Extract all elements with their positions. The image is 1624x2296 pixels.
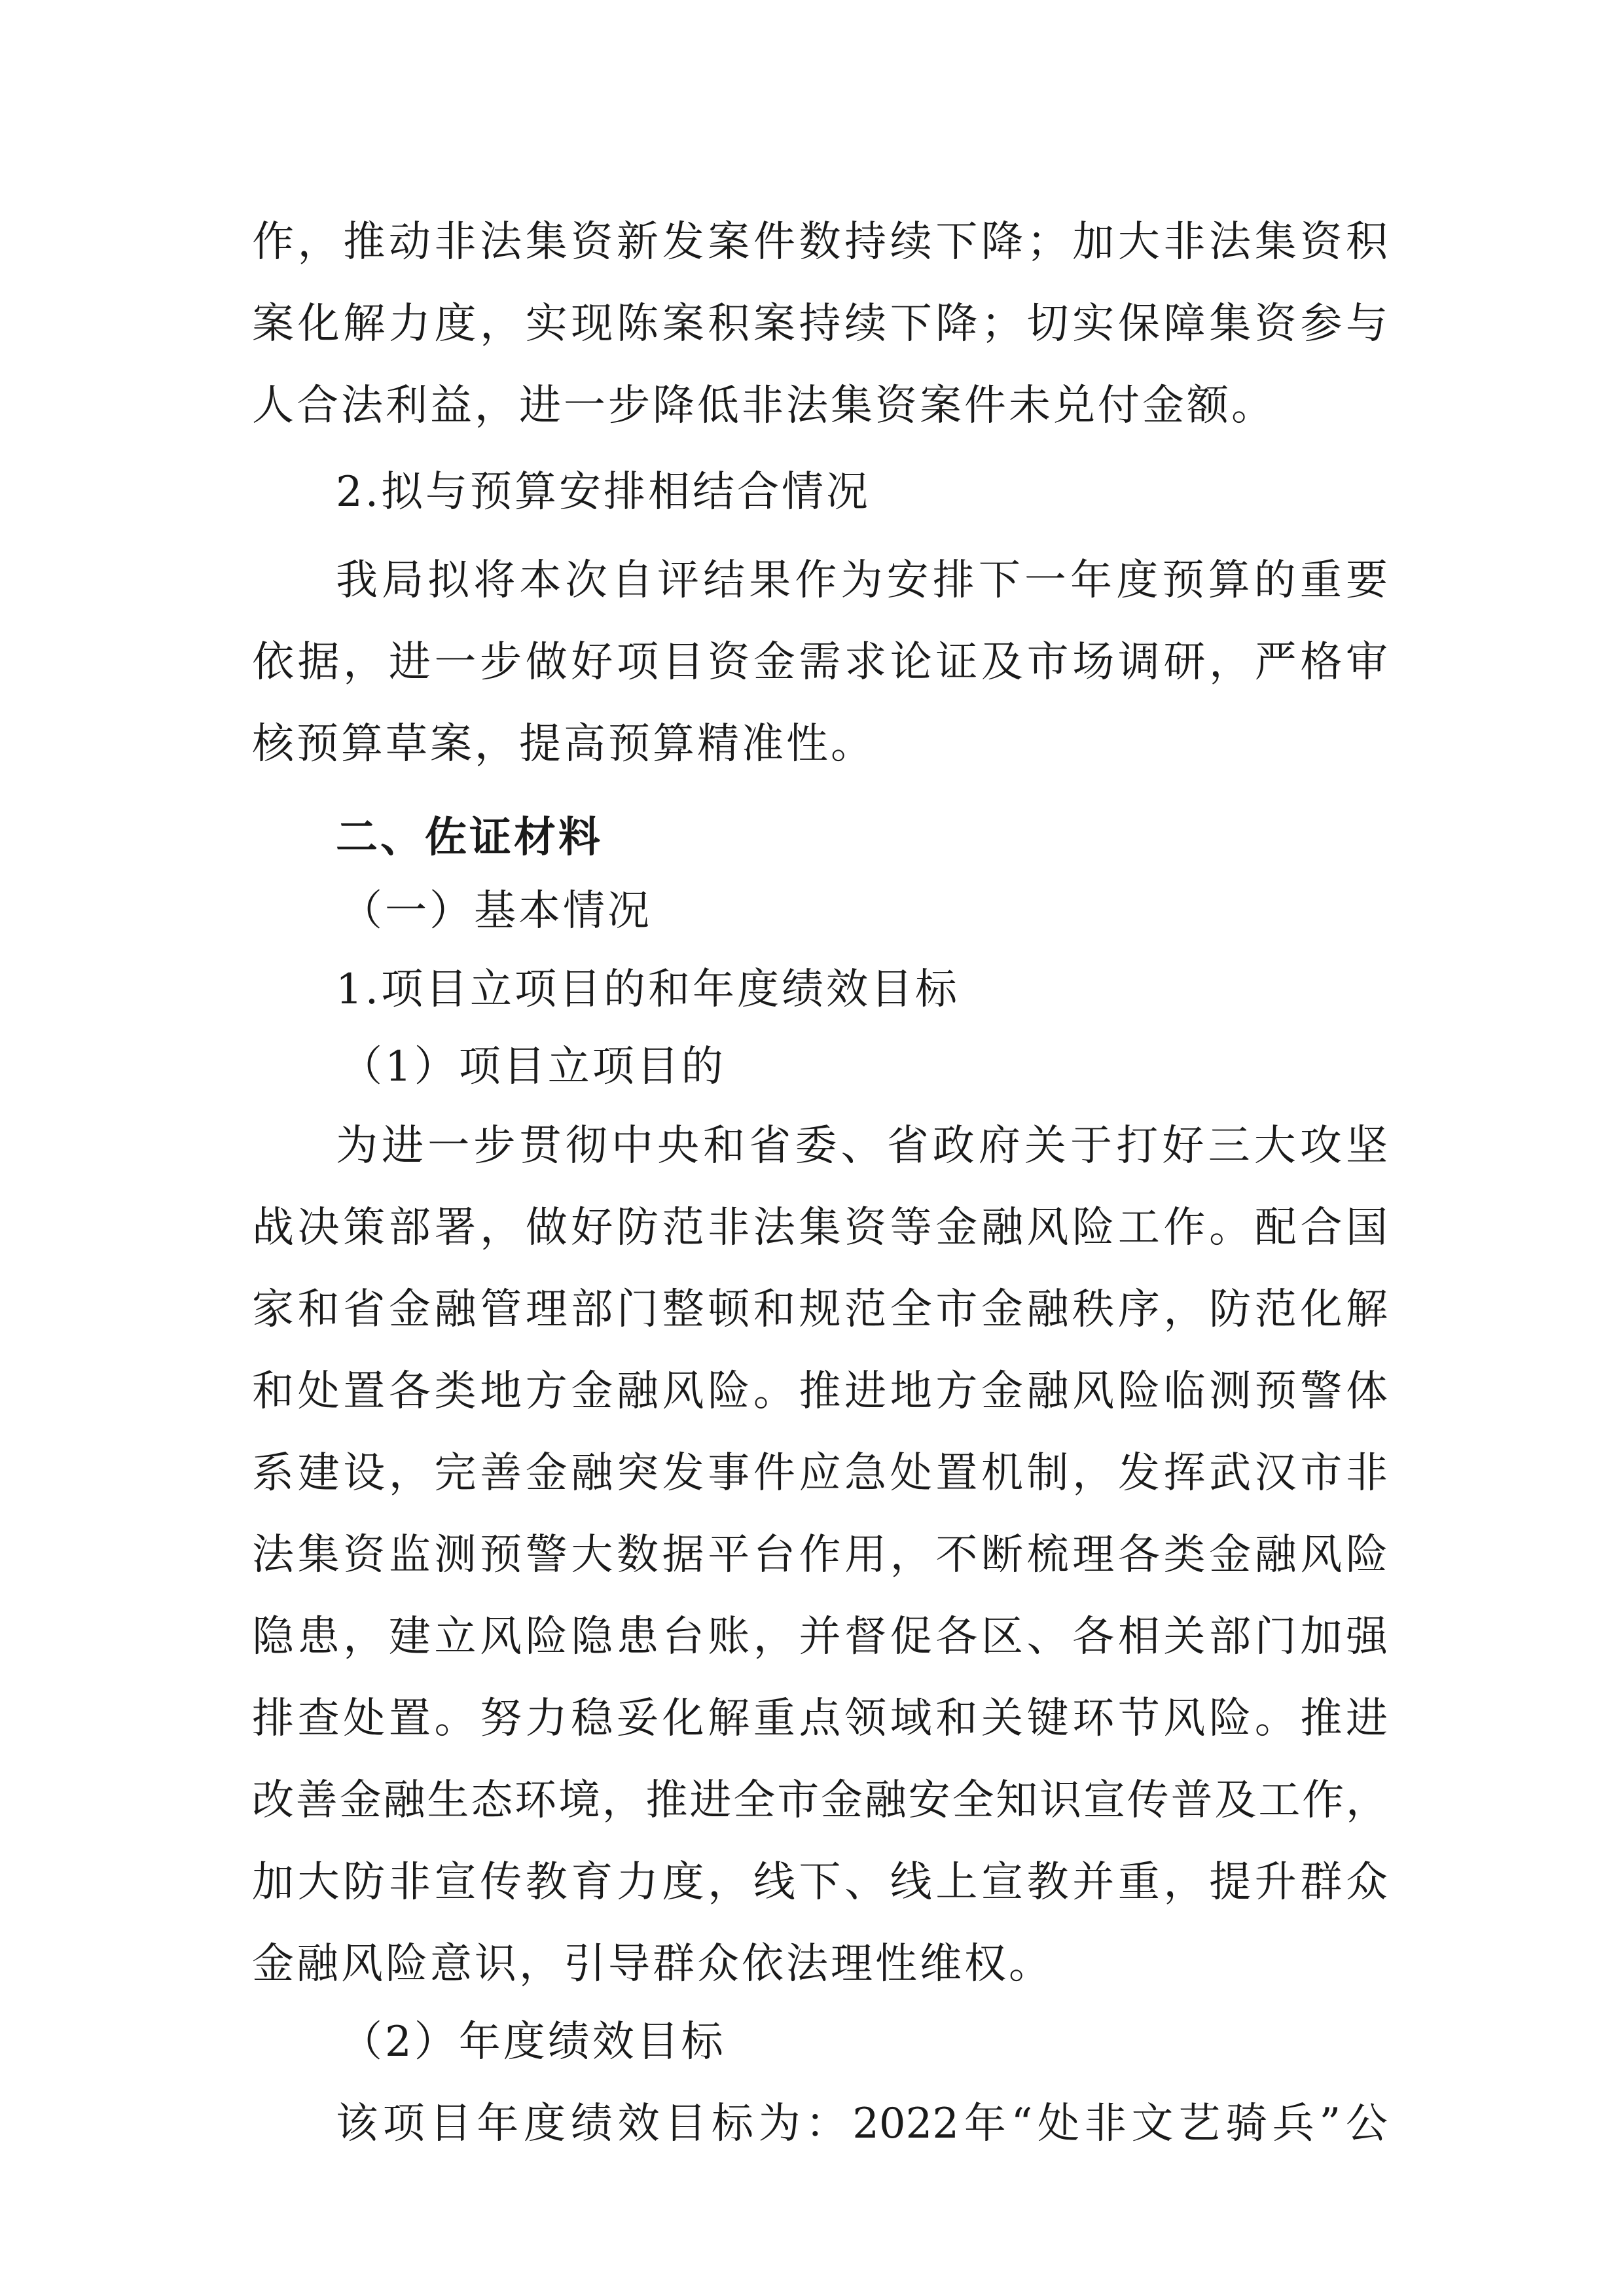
paragraph-line: 金融风险意识，引导群众依法理性维权。 [252, 1940, 1053, 1988]
paragraph-line: 人合法利益，进一步降低非法集资案件未兑付金额。 [252, 382, 1276, 430]
paragraph-line: 依据，进一步做好项目资金需求论证及市场调研，严格审 [252, 638, 1388, 687]
paragraph-line: 法集资监测预警大数据平台作用，不断梳理各类金融风险 [252, 1531, 1388, 1579]
paragraph-line: 我局拟将本次自评结果作为安排下一年度预算的重要 [336, 556, 1388, 605]
paragraph-line: 系建设，完善金融突发事件应急处置机制，发挥武汉市非 [252, 1449, 1388, 1498]
section-heading: 二、佐证材料 [336, 813, 603, 862]
item-heading: 1.项目立项目的和年度绩效目标 [336, 965, 960, 1014]
paragraph-line: 改善金融生态环境，推进全市金融安全知识宣传普及工作， [252, 1776, 1388, 1825]
paragraph-line: 为进一步贯彻中央和省委、省政府关于打好三大攻坚 [336, 1122, 1388, 1170]
paragraph-line: 排查处置。努力稳妥化解重点领域和关键环节风险。推进 [252, 1695, 1388, 1743]
paragraph-line: 和处置各类地方金融风险。推进地方金融风险临测预警体 [252, 1367, 1388, 1416]
subsection-heading: 2.拟与预算安排相结合情况 [336, 468, 871, 516]
item-heading: （2）年度绩效目标 [340, 2018, 726, 2066]
item-heading: （1）项目立项目的 [340, 1043, 726, 1091]
paragraph-line: 战决策部署，做好防范非法集资等金融风险工作。配合国 [252, 1204, 1388, 1252]
paragraph-line: 该项目年度绩效目标为：2022年“处非文艺骑兵”公 [336, 2100, 1388, 2148]
paragraph-line: 作，推动非法集资新发案件数持续下降；加大非法集资积 [252, 218, 1388, 266]
paragraph-line: 案化解力度，实现陈案积案持续下降；切实保障集资参与 [252, 300, 1388, 348]
paragraph-line: 隐患，建立风险隐患台账，并督促各区、各相关部门加强 [252, 1613, 1388, 1661]
subsection-heading: （一）基本情况 [340, 887, 652, 935]
paragraph-line: 加大防非宣传教育力度，线下、线上宣教并重，提升群众 [252, 1858, 1388, 1907]
paragraph-line: 核预算草案，提高预算精准性。 [252, 720, 875, 768]
paragraph-line: 家和省金融管理部门整顿和规范全市金融秩序，防范化解 [252, 1285, 1388, 1334]
